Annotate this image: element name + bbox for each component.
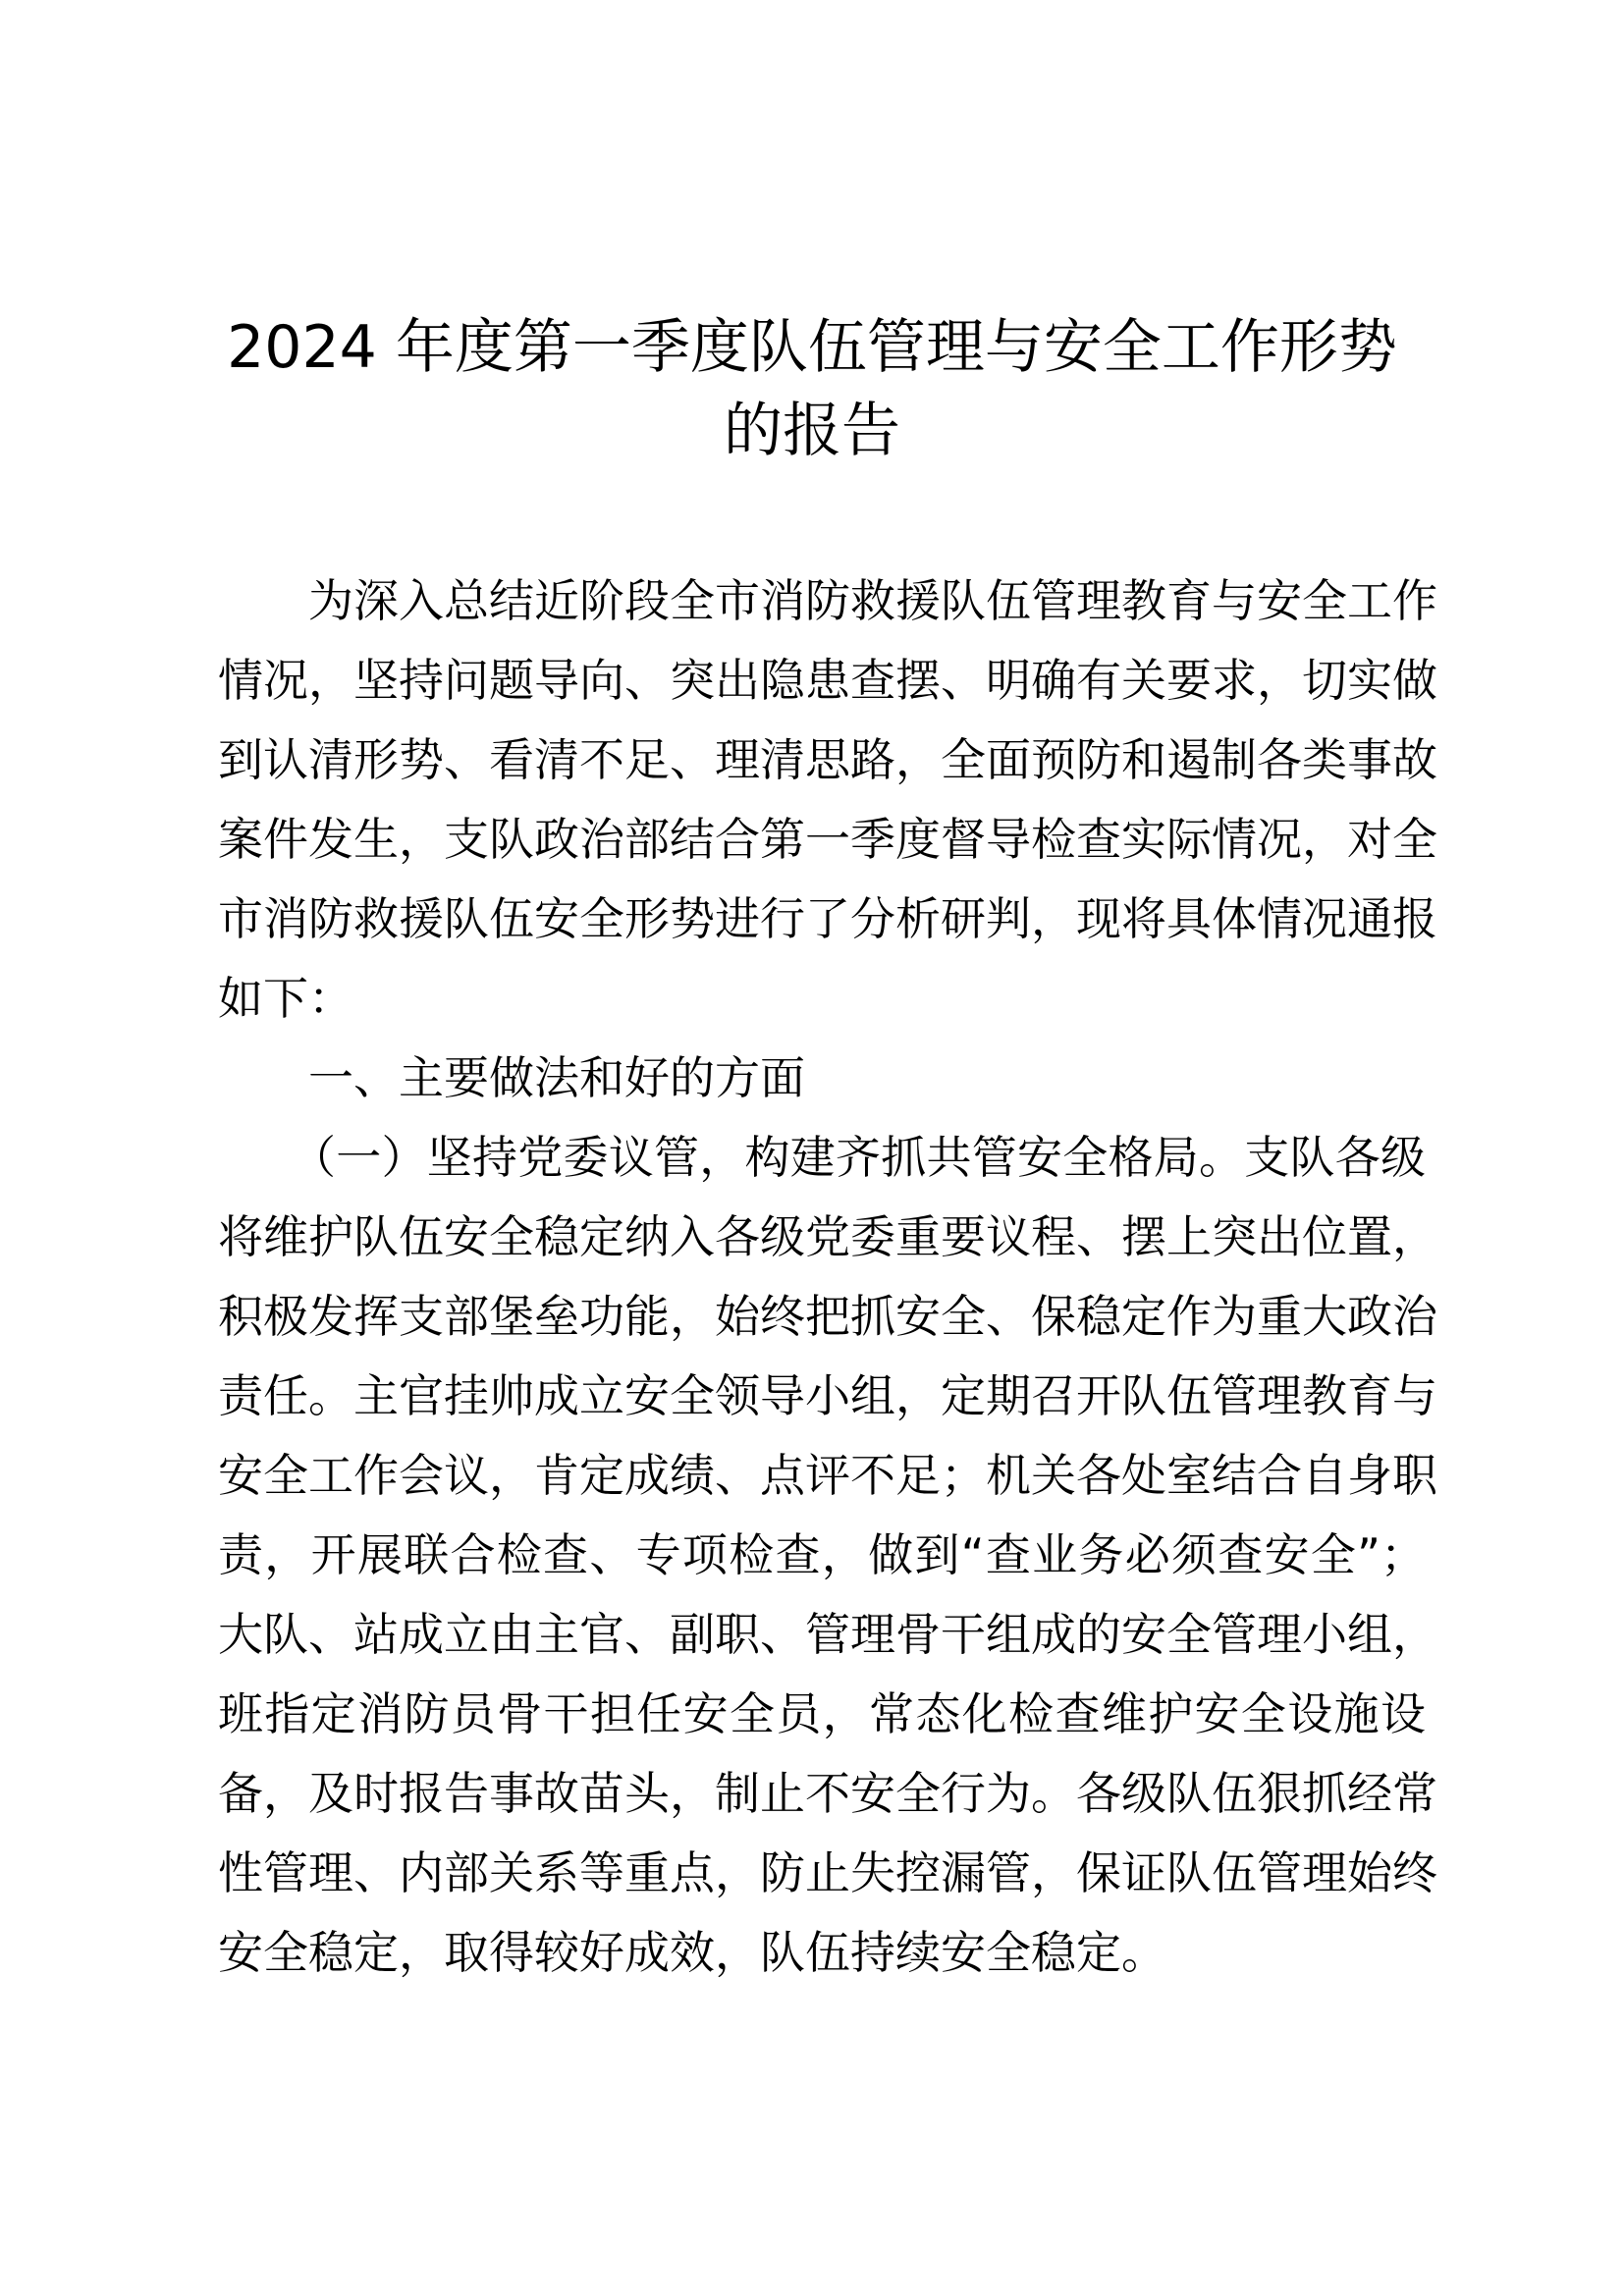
body-line: 班指定消防员骨干担任安全员，常态化检查维护安全设施设 — [218, 1687, 1426, 1740]
body-line: 责，开展联合检查、专项检查，做到“查业务必须查安全”； — [218, 1528, 1426, 1581]
body-line: 情况，坚持问题导向、突出隐患查摆、明确有关要求，切实做 — [218, 654, 1437, 707]
body-line: 案件发生，支队政治部结合第一季度督导检查实际情况，对全 — [218, 813, 1437, 866]
body-line: 为深入总结近阶段全市消防救援队伍管理教育与安全工作 — [308, 574, 1437, 627]
body-line: 责任。主官挂帅成立安全领导小组，定期召开队伍管理教育与 — [218, 1369, 1437, 1422]
body-line: 市消防救援队伍安全形势进行了分析研判，现将具体情况通报 — [218, 892, 1437, 945]
body-line: 性管理、内部关系等重点，防止失控漏管，保证队伍管理始终 — [218, 1846, 1437, 1899]
body-line: 大队、站成立由主官、副职、管理骨干组成的安全管理小组， — [218, 1608, 1437, 1661]
body-line: 到认清形势、看清不足、理清思路，全面预防和遏制各类事故 — [218, 733, 1437, 786]
body-line: 安全稳定，取得较好成效，队伍持续安全稳定。 — [218, 1926, 1166, 1979]
body-line: （一）坚持党委议管，构建齐抓共管安全格局。支队各级 — [291, 1131, 1426, 1184]
body-line: 如下： — [218, 972, 353, 1025]
title-line: 的报告 — [724, 397, 900, 465]
body-line: 将维护队伍安全稳定纳入各级党委重要议程、摆上突出位置， — [218, 1210, 1437, 1263]
section-heading: 一、主要做法和好的方面 — [308, 1051, 805, 1104]
body-line: 安全工作会议，肯定成绩、点评不足；机关各处室结合自身职 — [218, 1449, 1437, 1502]
body-line: 备，及时报告事故苗头，制止不安全行为。各级队伍狠抓经常 — [218, 1767, 1437, 1820]
body-line: 积极发挥支部堡垒功能，始终把抓安全、保稳定作为重大政治 — [218, 1290, 1437, 1343]
title-line: 2024 年度第一季度队伍管理与安全工作形势 — [227, 313, 1397, 382]
